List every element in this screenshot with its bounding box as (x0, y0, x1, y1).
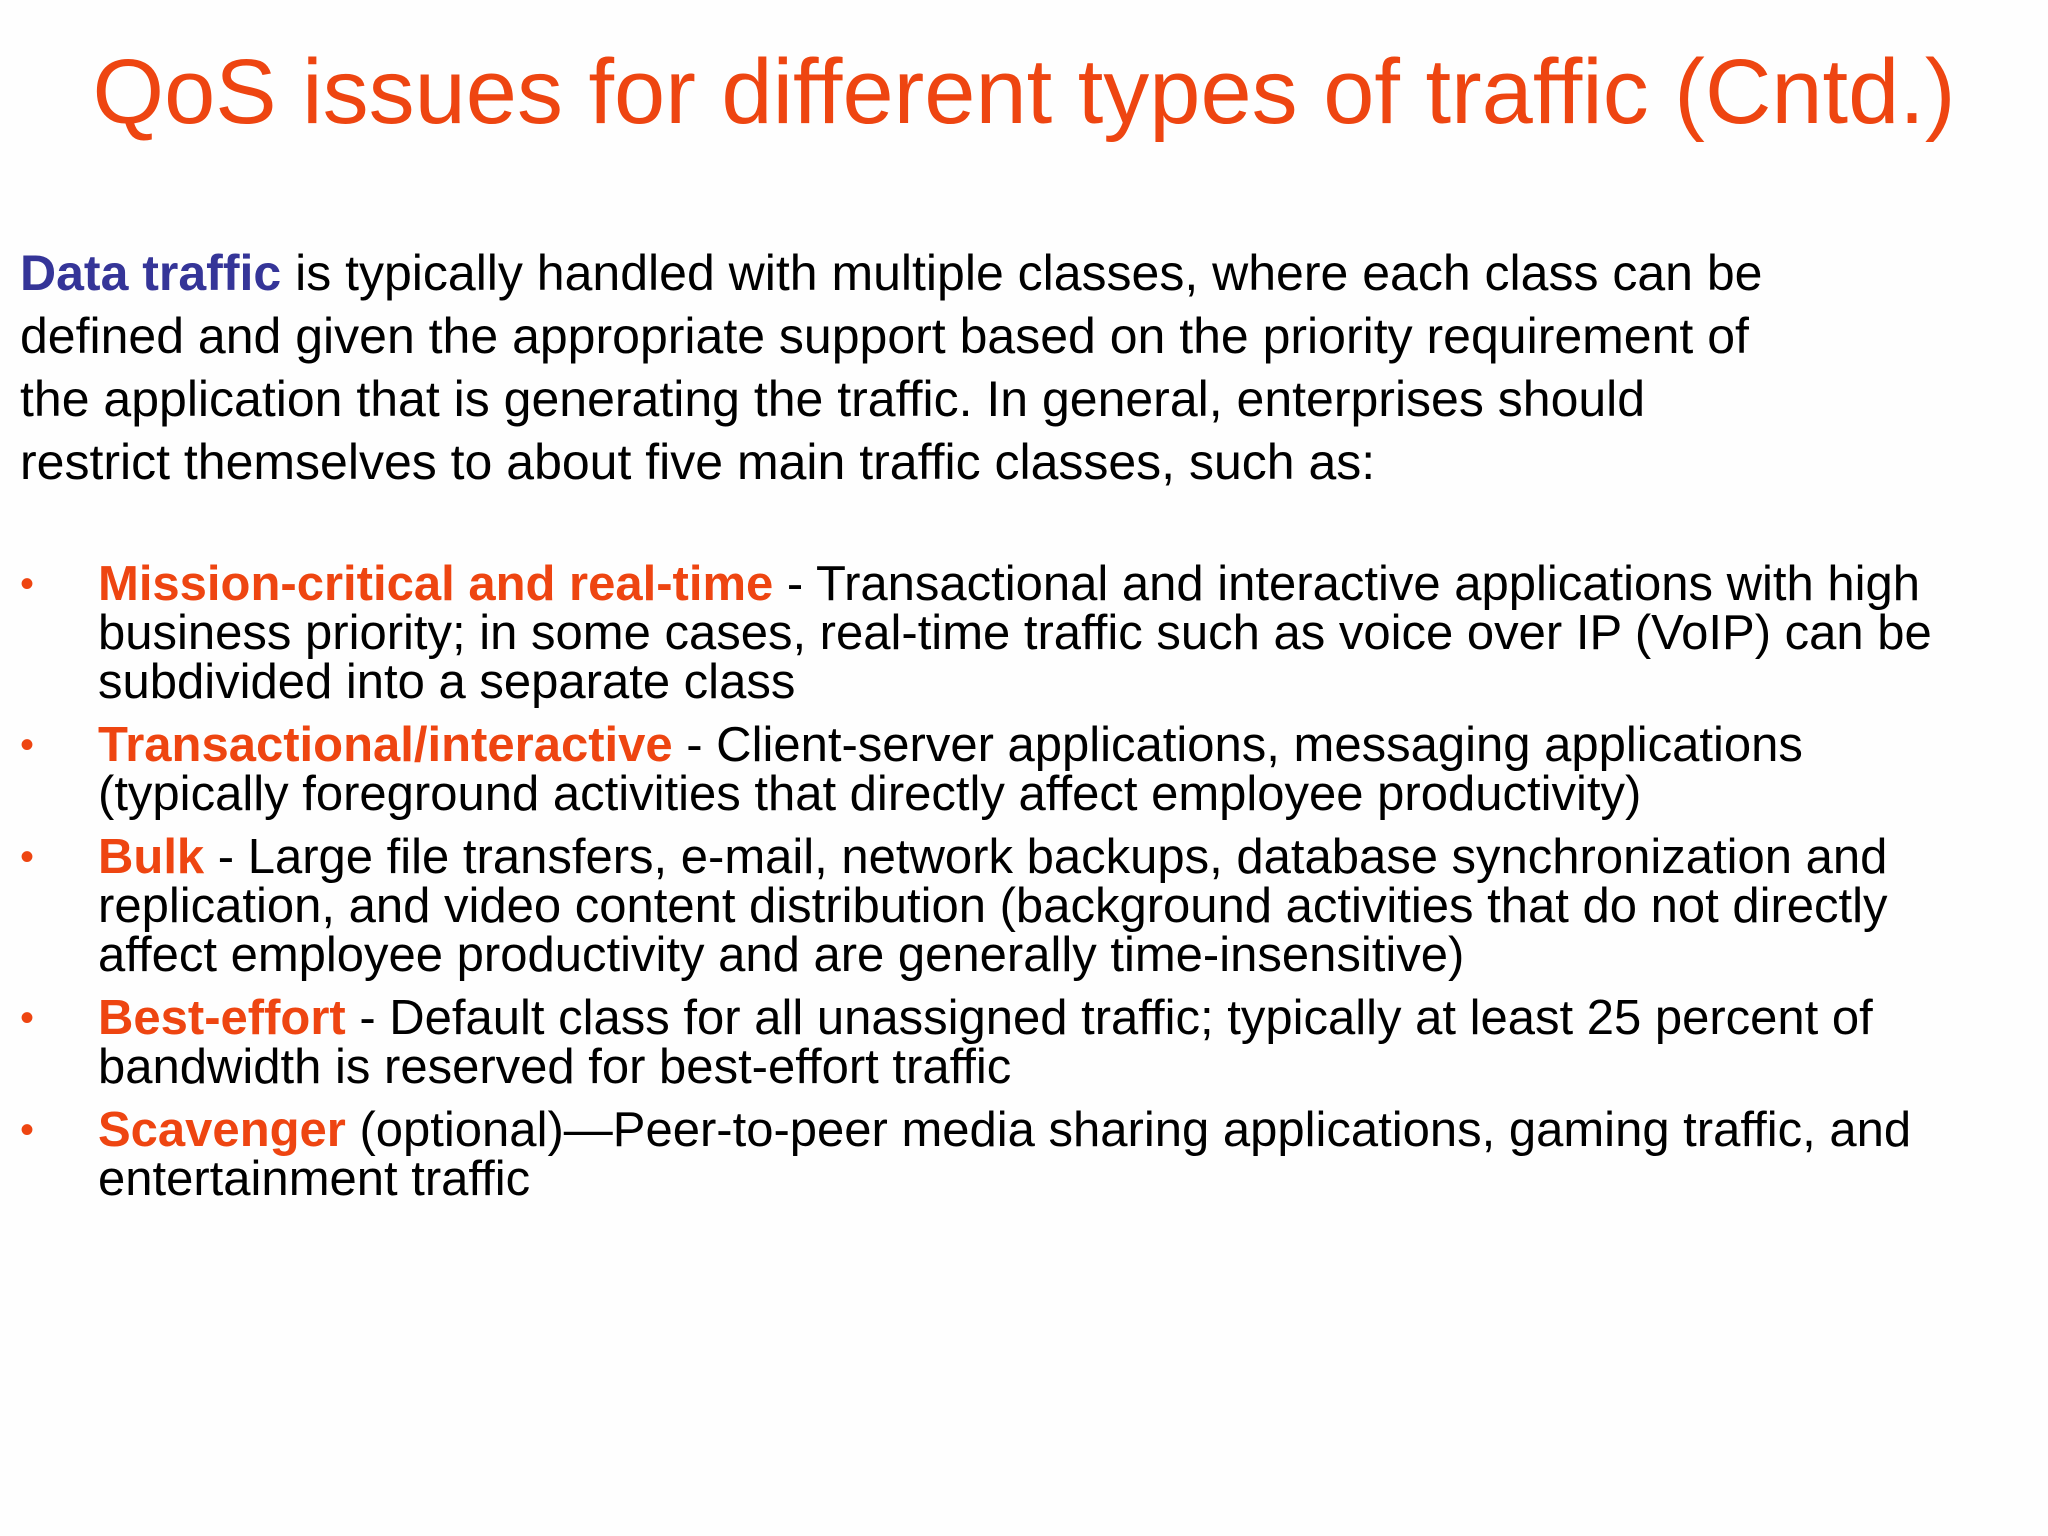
list-item-line (98, 1103, 2048, 1157)
bullet-icon: • (20, 723, 35, 767)
list-item-line (98, 991, 2048, 1045)
bullet-icon: • (20, 835, 35, 879)
class-description: (optional)—Peer-to-peer media sharing applications, gaming traffic, and (345, 1103, 1912, 1157)
bullet-icon: • (20, 1108, 35, 1152)
list-item-line (98, 557, 2048, 611)
slide-title: QoS issues for different types of traffic (Cntd.) (92, 41, 1956, 143)
list-item-mission-critical (0, 557, 2048, 709)
intro-line-1 (20, 242, 2020, 305)
class-term: Transactional/interactive (98, 718, 673, 772)
list-item-line: affect employee productivity and are generally time-insensitive) (98, 928, 1465, 982)
list-item-line (98, 830, 2048, 884)
class-term: Best-effort (98, 991, 346, 1045)
list-item-bulk (0, 830, 2048, 982)
class-term: Mission-critical and real-time (98, 557, 774, 611)
intro-line-4: restrict themselves to about five main traffic classes, such as: (20, 434, 1376, 490)
list-item-line: entertainment traffic (98, 1152, 531, 1206)
class-description: - Default class for all unassigned traffic; typically at least 25 percent of (345, 991, 1873, 1045)
class-term: Scavenger (98, 1103, 346, 1157)
intro-paragraph (20, 242, 2020, 494)
class-term: Bulk (98, 830, 205, 884)
intro-line-2: defined and given the appropriate support based on the priority requirement of (20, 308, 1749, 364)
bullet-icon: • (20, 562, 35, 606)
class-description: - Large file transfers, e-mail, network backups, database synchronization and (204, 830, 1888, 884)
intro-line-3: the application that is generating the traffic. In general, enterprises should (20, 371, 1646, 427)
list-item-line: (typically foreground activities that directly affect employee productivity) (98, 767, 1642, 821)
list-item-best-effort (0, 991, 2048, 1094)
bullet-icon: • (20, 996, 35, 1040)
class-description: - Client-server applications, messaging applications (672, 718, 1803, 772)
list-item-transactional (0, 718, 2048, 821)
intro-line-1-text: is typically handled with multiple classes, where each class can be (281, 245, 1763, 301)
list-item-line: business priority; in some cases, real-time traffic such as voice over IP (VoIP) can be (98, 606, 1932, 660)
list-item-line: subdivided into a separate class (98, 655, 796, 709)
list-item-line: replication, and video content distribution (background activities that do not directly (98, 879, 1888, 933)
traffic-class-list (0, 557, 2048, 1218)
class-description: - Transactional and interactive applications with high (773, 557, 1921, 611)
list-item-line: bandwidth is reserved for best-effort traffic (98, 1040, 1012, 1094)
list-item-line (98, 718, 2048, 772)
list-item-scavenger (0, 1103, 2048, 1206)
intro-lead-term: Data traffic (20, 245, 282, 301)
